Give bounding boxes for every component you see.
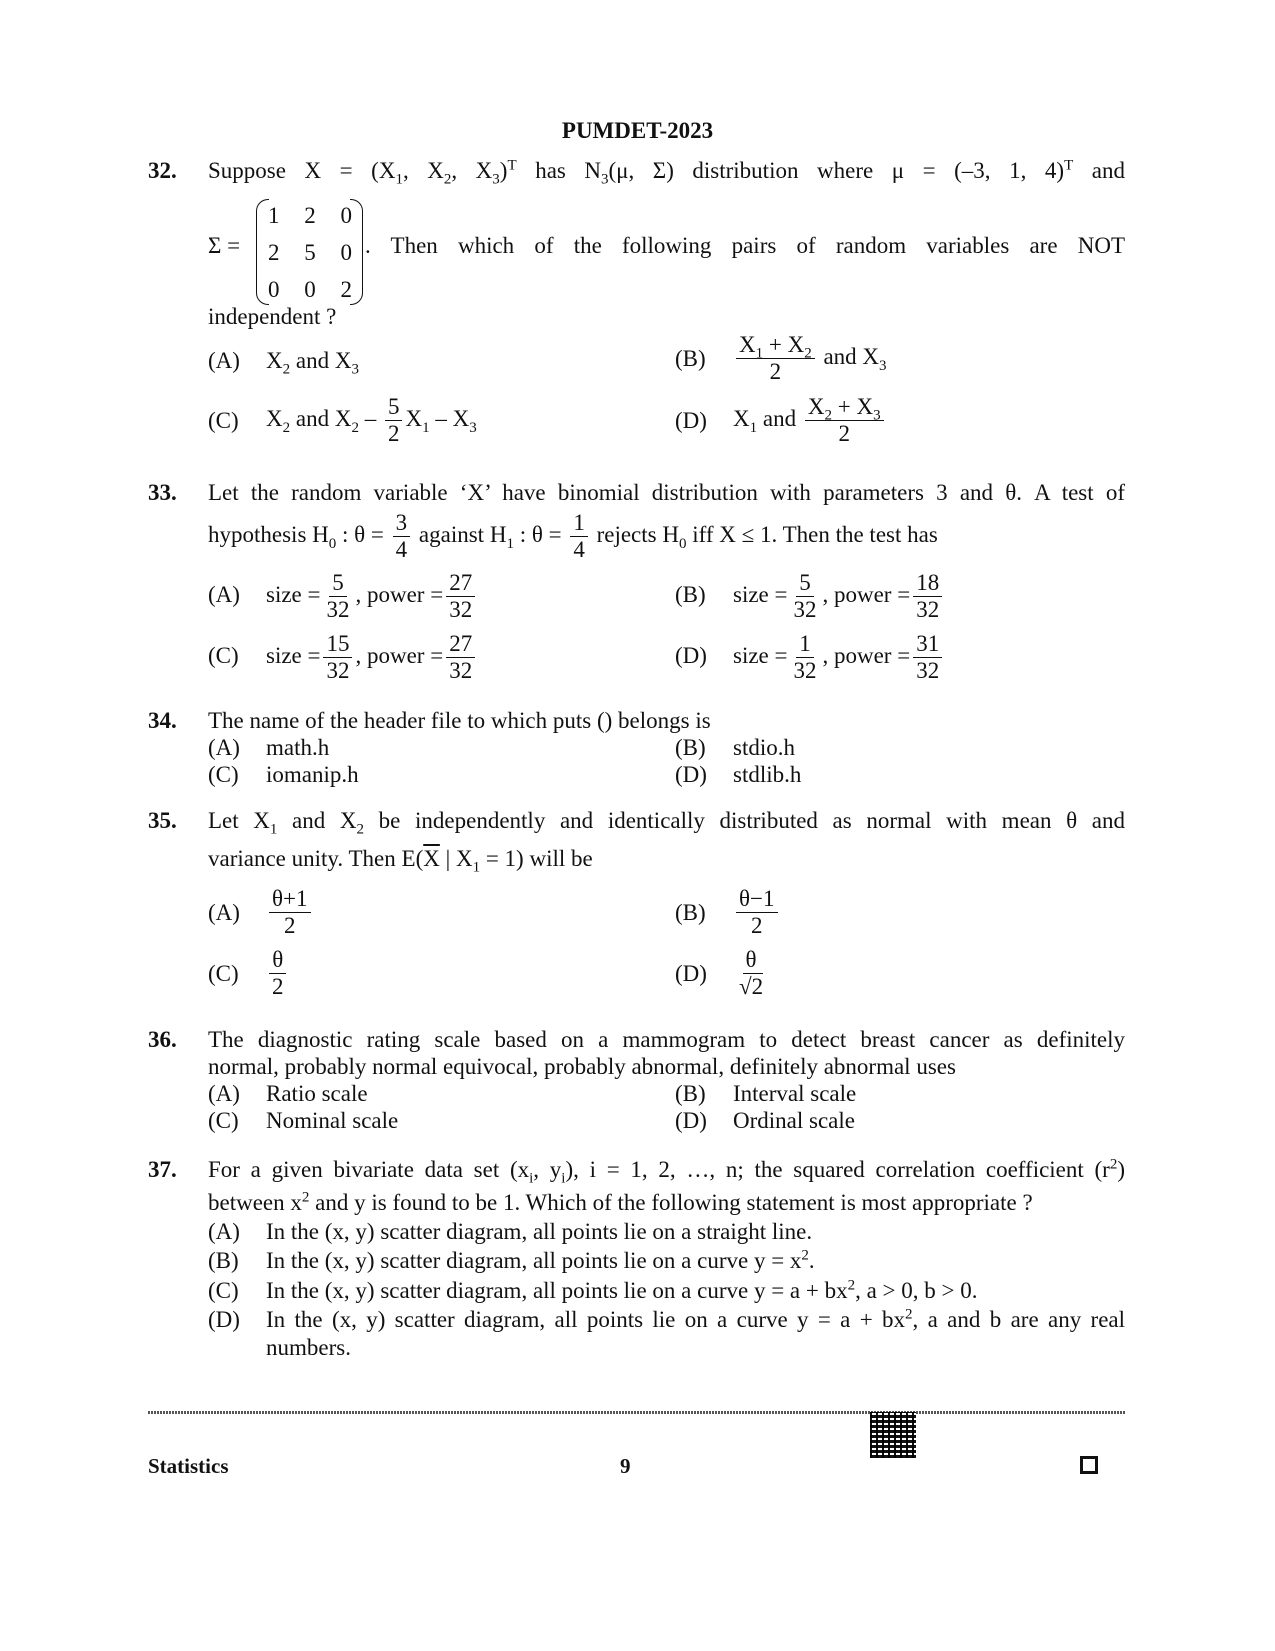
matrix-cell: 2 bbox=[268, 240, 280, 265]
q35-stem2: variance unity. Then $E(\overline{X}$ | $X_1 = 1$) will be bbox=[208, 846, 593, 876]
q34-option-a[interactable]: (A) math.h bbox=[208, 735, 330, 760]
question-number-35: 35. bbox=[148, 808, 177, 833]
question-number-36: 36. bbox=[148, 1027, 177, 1052]
q32-stem-end: independent ? bbox=[208, 304, 337, 329]
q33-line1: Let the random variable ‘X’ have binomial distribution with parameters 3 and θ. A test of bbox=[208, 480, 1125, 505]
q32-option-c[interactable]: (C) $X_2$ and $X_2$ – $\frac{5}{2}$ $X_1 - X_3$ bbox=[208, 394, 477, 447]
q32-option-a[interactable]: (A) $X_2$ and $X_3$ bbox=[208, 348, 359, 378]
qr-code-icon bbox=[870, 1412, 916, 1458]
question-number-32: 32. bbox=[148, 158, 177, 183]
sigma-matrix: Σ = 1 2 0 2 5 0 0 0 2 bbox=[208, 197, 358, 307]
q34-option-c[interactable]: (C) iomanip.h bbox=[208, 762, 359, 787]
subject-label: Statistics bbox=[148, 1454, 229, 1478]
q37-option-d[interactable]: (D) In the (x, y) scatter diagram, all points lie on a curve $y = a + bx^2$, a and b are any real bbox=[208, 1306, 1126, 1332]
q36-option-c[interactable]: (C) Nominal scale bbox=[208, 1108, 399, 1133]
question-number-37: 37. bbox=[148, 1157, 177, 1182]
question-number-33: 33. bbox=[148, 480, 177, 505]
q33-option-a[interactable]: (A) size = $\frac{5}{32}$ , power = $\frac{27}{32}$ bbox=[208, 570, 478, 624]
q37-line2: between $x^2$ and y is found to be 1. Which of the following statement is most appropriate ? bbox=[208, 1189, 1033, 1215]
q35-option-b[interactable]: (B) $\frac{\theta-1}{2}$ bbox=[675, 886, 781, 940]
q32-option-d[interactable]: (D) $X_1$ and $\frac{X_2 + X_3}{2}$ bbox=[675, 394, 887, 448]
matrix-cell: 2 bbox=[304, 203, 316, 228]
q37-option-a[interactable]: (A) In the (x, y) scatter diagram, all points lie on a straight line. bbox=[208, 1219, 813, 1244]
page-number: 9 bbox=[620, 1454, 631, 1478]
matrix-cell: 1 bbox=[268, 203, 280, 228]
page-title: PUMDET-2023 bbox=[561, 118, 714, 143]
q37-option-d-cont: numbers. bbox=[266, 1335, 351, 1360]
q32-option-b[interactable]: (B) $\frac{X_1 + X_2}{2}$ and $X_3$ bbox=[675, 332, 887, 385]
q35-option-d[interactable]: (D) $\frac{\theta}{√2}$ bbox=[675, 947, 764, 1000]
q35-option-c[interactable]: (C) $\frac{\theta}{2}$ bbox=[208, 947, 290, 1001]
confidential-strip bbox=[148, 1411, 1126, 1414]
square-marker-icon bbox=[1080, 1456, 1098, 1474]
q34-stem: The name of the header file to which puts () belongs is bbox=[208, 708, 711, 733]
q35-option-a[interactable]: (A) $\frac{\theta+1}{2}$ bbox=[208, 886, 314, 940]
matrix-cell: 0 bbox=[340, 240, 352, 265]
q36-option-b[interactable]: (B) Interval scale bbox=[675, 1081, 857, 1106]
q34-option-b[interactable]: (B) stdio.h bbox=[675, 735, 795, 760]
matrix-cell: 0 bbox=[304, 277, 316, 302]
q37-line1: For a given bivariate data set ($x_i$, $y_i$), i = 1, 2, …, n; the squared correlation coefficient $(r^2)$ bbox=[208, 1156, 1125, 1187]
q35-stem1: Let $X_1$ and $X_2$ be independently and identically distributed as normal with mean θ and bbox=[208, 808, 1125, 838]
q34-option-d[interactable]: (D) stdlib.h bbox=[675, 762, 802, 787]
matrix-cell: 0 bbox=[268, 277, 280, 302]
q33-line2: hypothesis $H_0$ : θ = $\frac{3}{4}$ against $H_1$ : θ = $\frac{1}{4}$ rejects $H_0$ iff X ≤ 1. Then the test has bbox=[208, 510, 938, 563]
q33-option-b[interactable]: (B) size = $\frac{5}{32}$ , power = $\frac{18}{32}$ bbox=[675, 570, 945, 624]
matrix-row bbox=[268, 271, 352, 308]
matrix-row bbox=[268, 197, 352, 234]
matrix-cell: 5 bbox=[304, 240, 316, 265]
matrix-cell: 2 bbox=[340, 277, 352, 302]
q36-line2: normal, probably normal equivocal, probably abnormal, definitely abnormal uses bbox=[208, 1054, 956, 1079]
matrix-row bbox=[268, 234, 352, 271]
q37-option-c[interactable]: (C) In the (x, y) scatter diagram, all points lie on a curve $y = a + bx^2$, a > 0, b > 0. bbox=[208, 1277, 978, 1303]
q36-option-d[interactable]: (D) Ordinal scale bbox=[675, 1108, 855, 1133]
question-number-34: 34. bbox=[148, 708, 177, 733]
matrix-cell: 0 bbox=[340, 203, 352, 228]
q33-option-c[interactable]: (C) size = $\frac{15}{32}$ , power = $\frac{27}{32}$ bbox=[208, 631, 478, 685]
q32-stem: Suppose $X = (X_1$, $X_2$, $X_3)^T$ has $N_3(\mu$, Σ) distribution where μ = (–3, 1, 4)$^T$ and bbox=[208, 157, 1125, 188]
q36-line1: The diagnostic rating scale based on a mammogram to detect breast cancer as definitely bbox=[208, 1027, 1125, 1052]
q37-option-b[interactable]: (B) In the (x, y) scatter diagram, all points lie on a curve $y = x^2$. bbox=[208, 1247, 815, 1273]
q32-stem-then: . Then which of the following pairs of random variables are NOT bbox=[365, 233, 1125, 258]
q33-option-d[interactable]: (D) size = $\frac{1}{32}$ , power = $\frac{31}{32}$ bbox=[675, 631, 945, 685]
q36-option-a[interactable]: (A) Ratio scale bbox=[208, 1081, 368, 1106]
